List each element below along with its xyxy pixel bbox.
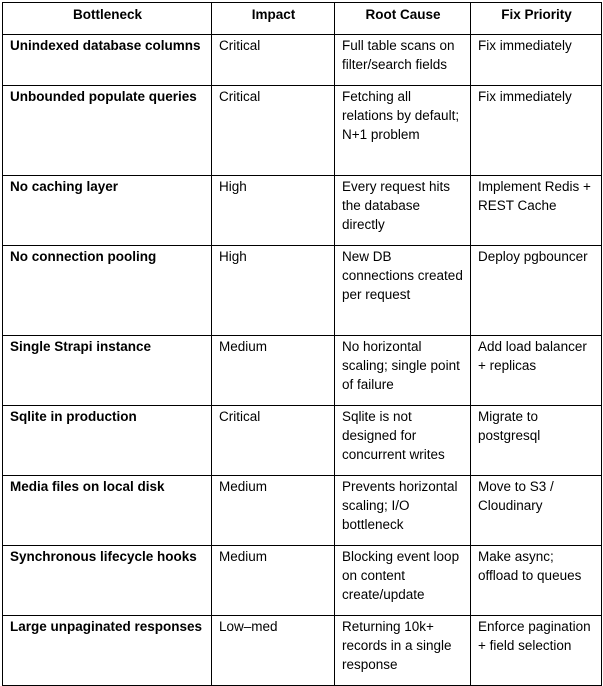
bottleneck-cell: No connection pooling bbox=[3, 246, 212, 336]
impact-cell: Critical bbox=[212, 406, 335, 476]
table-row bbox=[3, 35, 602, 86]
impact-cell: High bbox=[212, 246, 335, 336]
impact-cell: Medium bbox=[212, 476, 335, 546]
root-cause-cell: Returning 10k+ records in a single response bbox=[335, 616, 471, 686]
impact-cell: Critical bbox=[212, 86, 335, 176]
fix-priority-cell: Implement Redis + REST Cache bbox=[471, 176, 602, 246]
table-row bbox=[3, 176, 602, 246]
bottleneck-cell: Single Strapi instance bbox=[3, 336, 212, 406]
root-cause-cell: Every request hits the database directly bbox=[335, 176, 471, 246]
bottleneck-cell: Unbounded populate queries bbox=[3, 86, 212, 176]
root-cause-cell: No horizontal scaling; single point of failure bbox=[335, 336, 471, 406]
fix-priority-cell: Deploy pgbouncer bbox=[471, 246, 602, 336]
impact-cell: Low–med bbox=[212, 616, 335, 686]
bottleneck-cell: Large unpaginated responses bbox=[3, 616, 212, 686]
impact-cell: High bbox=[212, 176, 335, 246]
root-cause-cell: Sqlite is not designed for concurrent writes bbox=[335, 406, 471, 476]
table-row bbox=[3, 406, 602, 476]
header-bottleneck: Bottleneck bbox=[3, 3, 212, 35]
table-row bbox=[3, 246, 602, 336]
bottleneck-cell: Synchronous lifecycle hooks bbox=[3, 546, 212, 616]
header-root-cause: Root Cause bbox=[335, 3, 471, 35]
table-row bbox=[3, 546, 602, 616]
bottleneck-cell: Media files on local disk bbox=[3, 476, 212, 546]
table-row bbox=[3, 476, 602, 546]
table-row bbox=[3, 336, 602, 406]
bottleneck-cell: No caching layer bbox=[3, 176, 212, 246]
table-header-row bbox=[3, 3, 602, 35]
fix-priority-cell: Add load balancer + replicas bbox=[471, 336, 602, 406]
bottleneck-cell: Sqlite in production bbox=[3, 406, 212, 476]
fix-priority-cell: Make async; offload to queues bbox=[471, 546, 602, 616]
root-cause-cell: Blocking event loop on content create/update bbox=[335, 546, 471, 616]
header-fix-priority: Fix Priority bbox=[471, 3, 602, 35]
root-cause-cell: Full table scans on filter/search fields bbox=[335, 35, 471, 86]
bottleneck-cell: Unindexed database columns bbox=[3, 35, 212, 86]
fix-priority-cell: Enforce pagination + field selection bbox=[471, 616, 602, 686]
header-impact: Impact bbox=[212, 3, 335, 35]
root-cause-cell: Prevents horizontal scaling; I/O bottleneck bbox=[335, 476, 471, 546]
table-row bbox=[3, 616, 602, 686]
impact-cell: Critical bbox=[212, 35, 335, 86]
root-cause-cell: New DB connections created per request bbox=[335, 246, 471, 336]
bottleneck-table bbox=[2, 2, 602, 686]
fix-priority-cell: Move to S3 / Cloudinary bbox=[471, 476, 602, 546]
fix-priority-cell: Fix immediately bbox=[471, 86, 602, 176]
impact-cell: Medium bbox=[212, 546, 335, 616]
impact-cell: Medium bbox=[212, 336, 335, 406]
fix-priority-cell: Fix immediately bbox=[471, 35, 602, 86]
fix-priority-cell: Migrate to postgresql bbox=[471, 406, 602, 476]
table-row bbox=[3, 86, 602, 176]
root-cause-cell: Fetching all relations by default; N+1 problem bbox=[335, 86, 471, 176]
